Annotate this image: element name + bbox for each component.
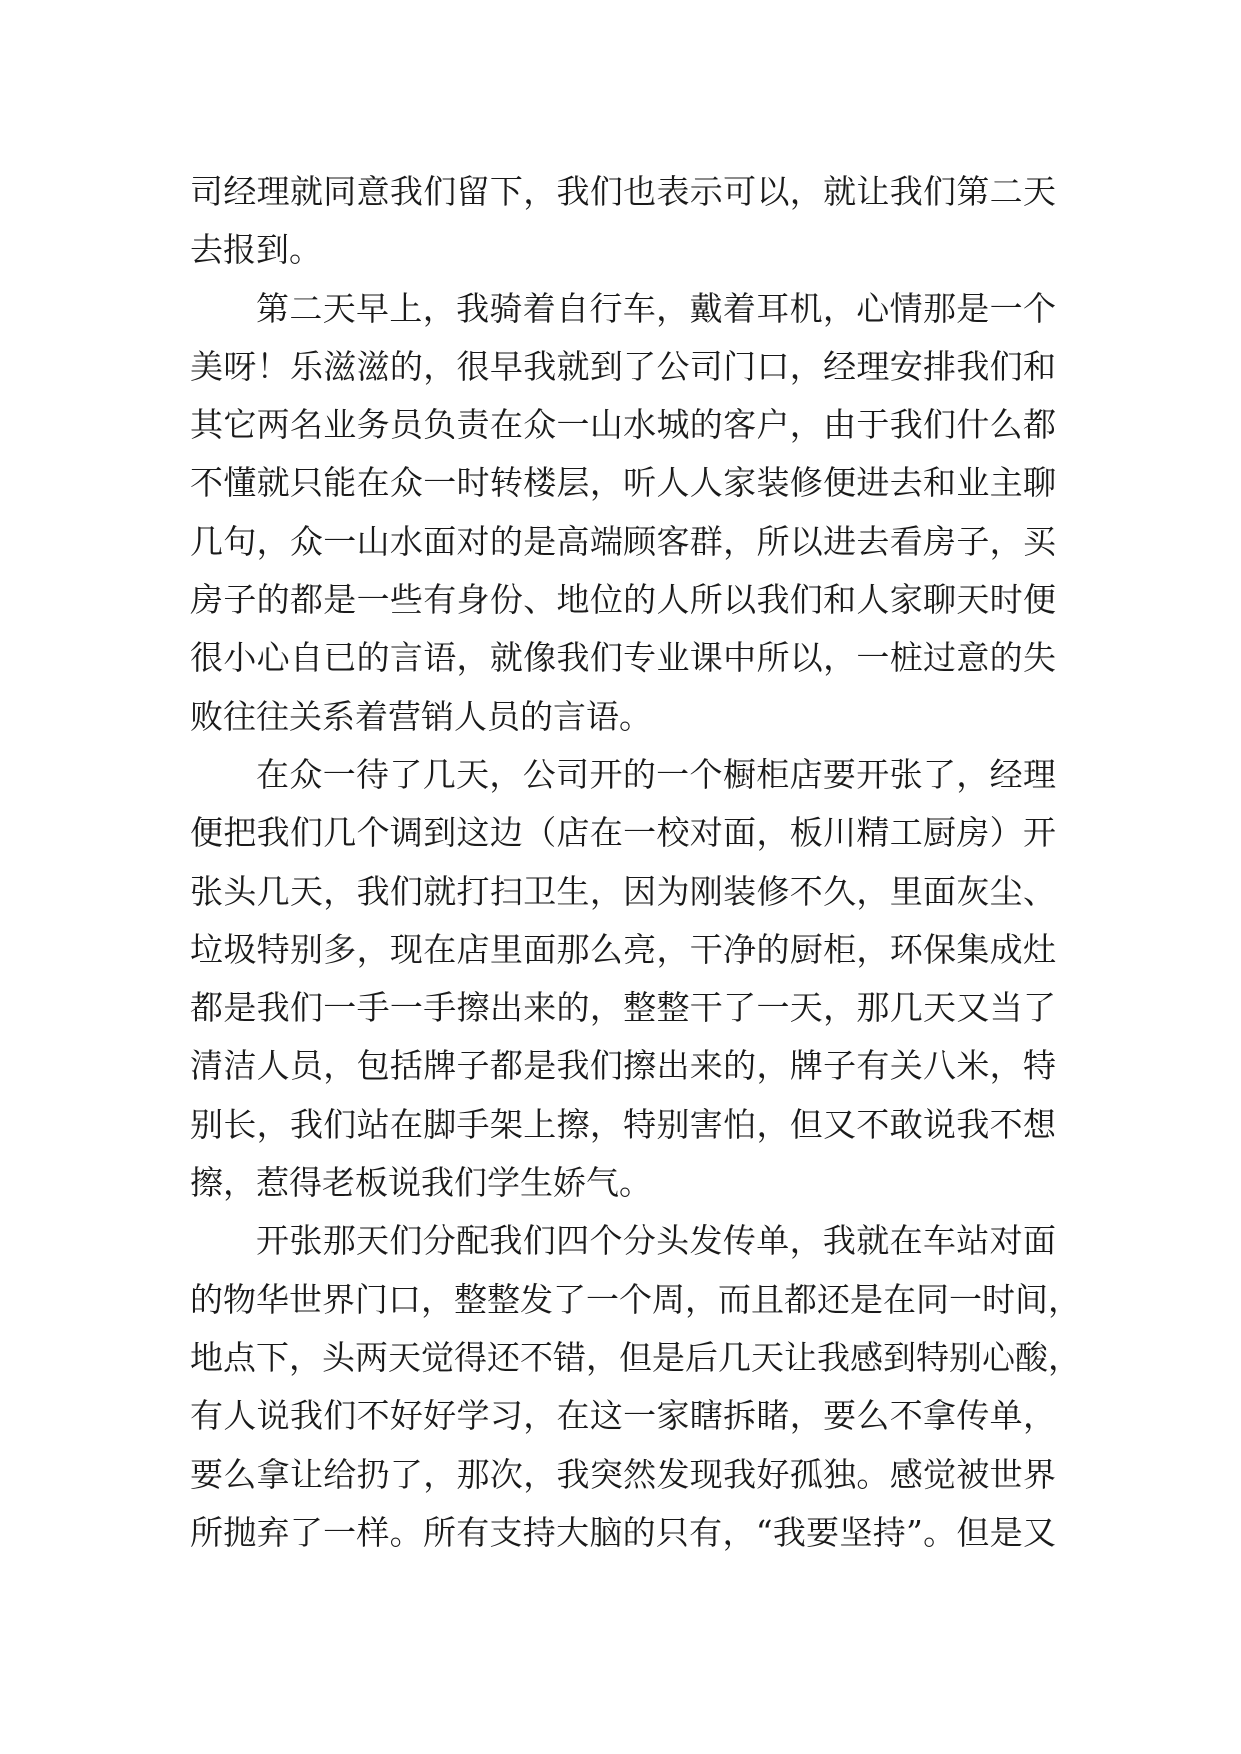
text-line: 不懂就只能在众一时转楼层，听人人家装修便进去和业主聊 — [190, 463, 1056, 503]
text-line: 司经理就同意我们留下，我们也表示可以，就让我们第二天 — [190, 172, 1056, 211]
paragraph — [190, 746, 1056, 1212]
document-body — [190, 163, 1081, 1562]
text-line: 别长，我们站在脚手架上擦，特别害怕，但又不敢说我不想 — [190, 1104, 1056, 1144]
text-line: 便把我们几个调到这边（店在一校对面，板川精工厨房）开 — [190, 813, 1056, 853]
text-line: 开张那天们分配我们四个分头发传单，我就在车站对面 — [256, 1221, 1056, 1261]
text-line: 去报到。 — [190, 230, 322, 270]
text-line: 擦，惹得老板说我们学生娇气。 — [190, 1163, 652, 1203]
text-line: 的物华世界门口，整整发了一个周，而且都还是在同一时间， — [190, 1279, 1081, 1319]
text-line: 美呀！乐滋滋的，很早我就到了公司门口，经理安排我们和 — [190, 346, 1056, 386]
paragraph — [190, 1212, 1081, 1562]
paragraph — [190, 280, 1056, 746]
paragraph — [190, 163, 1056, 280]
text-line: 有人说我们不好好学习，在这一家瞎拆睹，要么不拿传单， — [190, 1396, 1056, 1436]
text-line: 其它两名业务员负责在众一山水城的客户，由于我们什么都 — [190, 405, 1056, 445]
text-line: 张头几天，我们就打扫卫生，因为刚装修不久，里面灰尘、 — [190, 871, 1056, 911]
text-line: 清洁人员，包括牌子都是我们擦出来的，牌子有关八米，特 — [190, 1046, 1056, 1086]
text-line: 要么拿让给扔了，那次，我突然发现我好孤独。感觉被世界 — [190, 1454, 1056, 1494]
text-line: 很小心自已的言语，就像我们专业课中所以，一桩过意的失 — [190, 638, 1056, 678]
text-line: 败往往关系着营销人员的言语。 — [190, 696, 652, 736]
text-line: 都是我们一手一手擦出来的，整整干了一天，那几天又当了 — [190, 988, 1056, 1028]
text-line: 垃圾特别多，现在店里面那么亮，干净的厨柜，环保集成灶 — [190, 929, 1056, 969]
text-line: 第二天早上，我骑着自行车，戴着耳机，心情那是一个 — [256, 288, 1056, 328]
text-line: 所抛弃了一样。所有支持大脑的只有，“我要坚持”。但是又 — [190, 1512, 1056, 1552]
text-line: 几句，众一山水面对的是高端顾客群，所以进去看房子，买 — [190, 521, 1056, 561]
text-line: 地点下，头两天觉得还不错，但是后几天让我感到特别心酸， — [190, 1337, 1081, 1377]
text-line: 房子的都是一些有身份、地位的人所以我们和人家聊天时便 — [190, 580, 1056, 620]
text-line: 在众一待了几天，公司开的一个橱柜店要开张了，经理 — [256, 754, 1056, 794]
